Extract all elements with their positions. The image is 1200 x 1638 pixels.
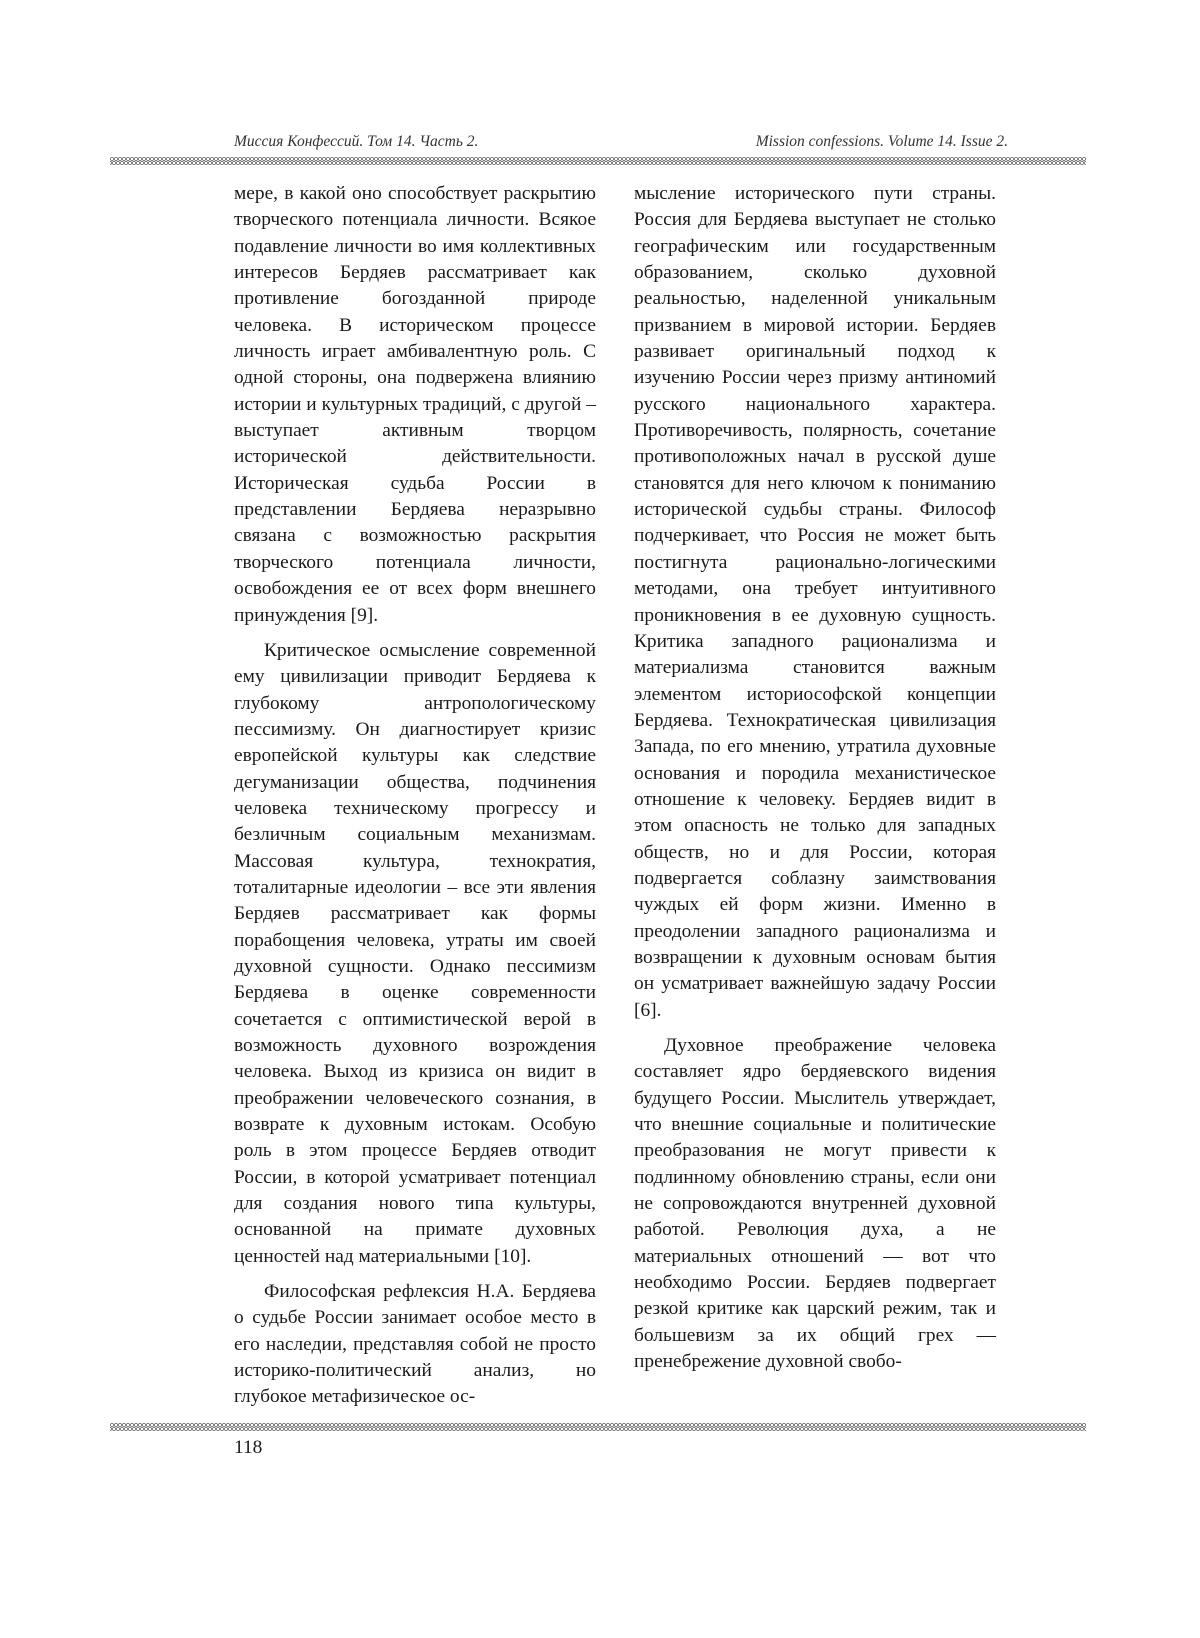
journal-title-ru: Миссия Конфессий. Том 14. Часть 2. [234,133,479,150]
running-header [234,133,1008,155]
paragraph: Критическое осмысление современной ему цивилизации приводит Бердяева к глубокому антропологическому пессимизму. Он диагностирует кризис европейской культуры как следствие дегуманизации общества, подчинения человека техническому прогрессу и безличным социальным механизмам. Массовая культура, технократия, тоталитарные идеологии – все эти явления Бердяев рассматривает как формы порабощения человека, утраты им своей духовной сущности. Однако пессимизм Бердяева в оценке современности сочетается с оптимистической верой в возможность духовного возрождения человека. Выход из кризиса он видит в преображении человеческого сознания, в возврате к духовным истокам. Особую роль в этом процессе Бердяев отводит России, в которой усматривает потенциал для создания нового типа культуры, основанной на примате духовных ценностей над материальными [10]. [234,639,596,1267]
header-ornament-rule [110,157,1086,165]
text-column-right [634,181,996,1384]
footer-ornament-rule [110,1423,1086,1431]
paragraph: Духовное преображение человека составляет ядро бердяевского видения будущего России. Мыслитель утверждает, что внешние социальные и политические преобразования не могут привести к подлинному обновлению страны, если они не сопровождаются внутренней духовной работой. Революция духа, а не материальных отношений — вот что необходимо России. Бердяев подвергает резкой критике как царский режим, так и большевизм за их общий грех — пренебрежение духовной свобо- [634,1035,996,1373]
journal-title-en: Mission confessions. Volume 14. Issue 2. [755,133,1008,150]
text-column-left [234,181,596,1420]
paragraph: мере, в какой оно способствует раскрытию творческого потенциала личности. Всякое подавление личности во имя коллективных интересов Бердяев рассматривает как противление богозданной природе человека. В историческом процессе личность играет амбивалентную роль. С одной стороны, она подвержена влиянию истории и культурных традиций, с другой – выступает активным творцом исторической действительности. Историческая судьба России в представлении Бердяева неразрывно связана с возможностью раскрытия творческого потенциала личности, освобождения ее от всех форм внешнего принуждения [9]. [234,183,596,626]
paragraph: мысление исторического пути страны. Россия для Бердяева выступает не столько географическим или государственным образованием, сколько духовной реальностью, наделенной уникальным призванием в мировой истории. Бердяев развивает оригинальный подход к изучению России через призму антиномий русского национального характера. Противоречивость, полярность, сочетание противоположных начал в русской душе становятся для него ключом к пониманию исторической судьбы страны. Философ подчеркивает, что Россия не может быть постигнута рационально-логическими методами, она требует интуитивного проникновения в ее духовную сущность. Критика западного рационализма и материализма становится важным элементом историософской концепции Бердяева. Технократическая цивилизация Запада, по его мнению, утратила духовные основания и породила механистическое отношение к человеку. Бердяев видит в этом опасность не только для западных обществ, но и для России, которая подвергается соблазну заимствования чуждых ей форм жизни. Именно в преодолении западного рационализма и возвращении к духовным основам бытия он усматривает важнейшую задачу России [6]. [634,183,996,1021]
page-number: 118 [234,1437,263,1458]
paragraph: Философская рефлексия Н.А. Бердяева о судьбе России занимает особое место в его наследии, представляя собой не просто историко-политический анализ, но глубокое метафизическое ос- [234,1281,596,1408]
